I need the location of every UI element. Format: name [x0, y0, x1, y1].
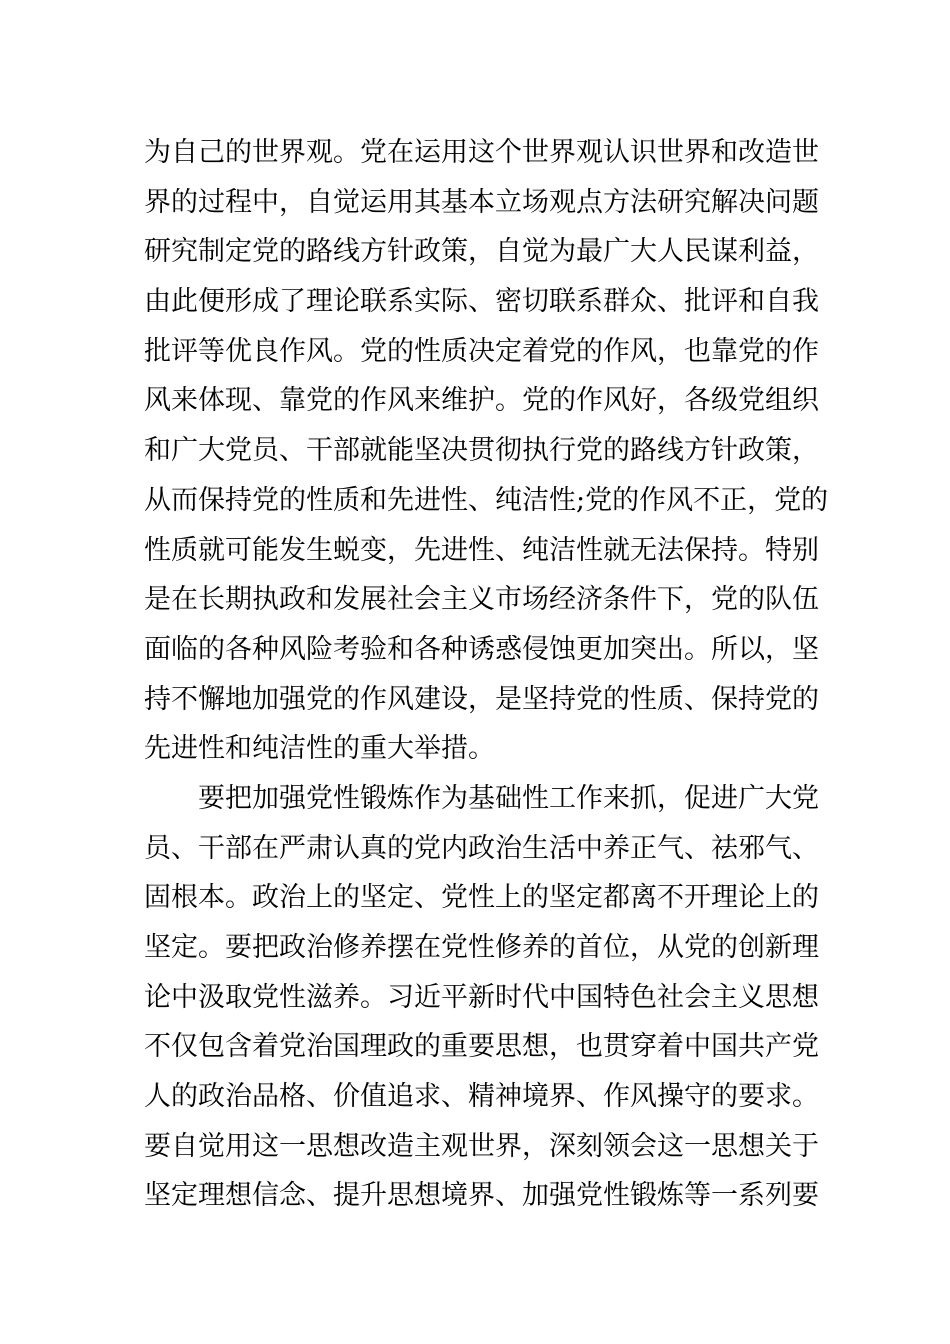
text-line: 批评等优良作风。党的性质决定着党的作风，也靠党的作	[144, 335, 819, 367]
paragraph-1	[144, 128, 829, 774]
text-line: 研究制定党的路线方针政策，自觉为最广大人民谋利益，	[144, 236, 819, 268]
text-line: 员、干部在严肃认真的党内政治生活中养正气、祛邪气、	[144, 832, 819, 864]
text-line: 不仅包含着党治国理政的重要思想，也贯穿着中国共产党	[144, 1031, 819, 1063]
text-line: 先进性和纯洁性的重大举措。	[144, 733, 495, 765]
text-line: 风来体现、靠党的作风来维护。党的作风好，各级党组织	[144, 385, 819, 417]
text-line: 固根本。政治上的坚定、党性上的坚定都离不开理论上的	[144, 882, 819, 914]
text-line: 从而保持党的性质和先进性、纯洁性;党的作风不正，党的	[144, 484, 829, 516]
text-line: 论中汲取党性滋养。习近平新时代中国特色社会主义思想	[144, 981, 819, 1013]
text-line: 持不懈地加强党的作风建设，是坚持党的性质、保持党的	[144, 683, 819, 715]
document-body	[144, 128, 829, 1221]
paragraph-2	[144, 774, 819, 1221]
text-line: 坚定。要把政治修养摆在党性修养的首位，从党的创新理	[144, 932, 819, 963]
text-line: 为自己的世界观。党在运用这个世界观认识世界和改造世	[144, 137, 819, 168]
text-line: 界的过程中，自觉运用其基本立场观点方法研究解决问题	[144, 186, 819, 218]
text-line: 要把加强党性锻炼作为基础性工作来抓，促进广大党	[198, 782, 819, 814]
text-line: 要自觉用这一思想改造主观世界，深刻领会这一思想关于	[144, 1130, 819, 1162]
text-line: 坚定理想信念、提升思想境界、加强党性锻炼等一系列要	[144, 1180, 819, 1212]
text-line: 人的政治品格、价值追求、精神境界、作风操守的要求。	[144, 1081, 819, 1113]
text-line: 由此便形成了理论联系实际、密切联系群众、批评和自我	[144, 286, 819, 318]
text-line: 是在长期执政和发展社会主义市场经济条件下，党的队伍	[144, 584, 819, 616]
text-line: 面临的各种风险考验和各种诱惑侵蚀更加突出。所以，坚	[144, 633, 819, 665]
text-line: 性质就可能发生蜕变，先进性、纯洁性就无法保持。特别	[144, 534, 819, 566]
text-line: 和广大党员、干部就能坚决贯彻执行党的路线方针政策，	[144, 435, 819, 467]
